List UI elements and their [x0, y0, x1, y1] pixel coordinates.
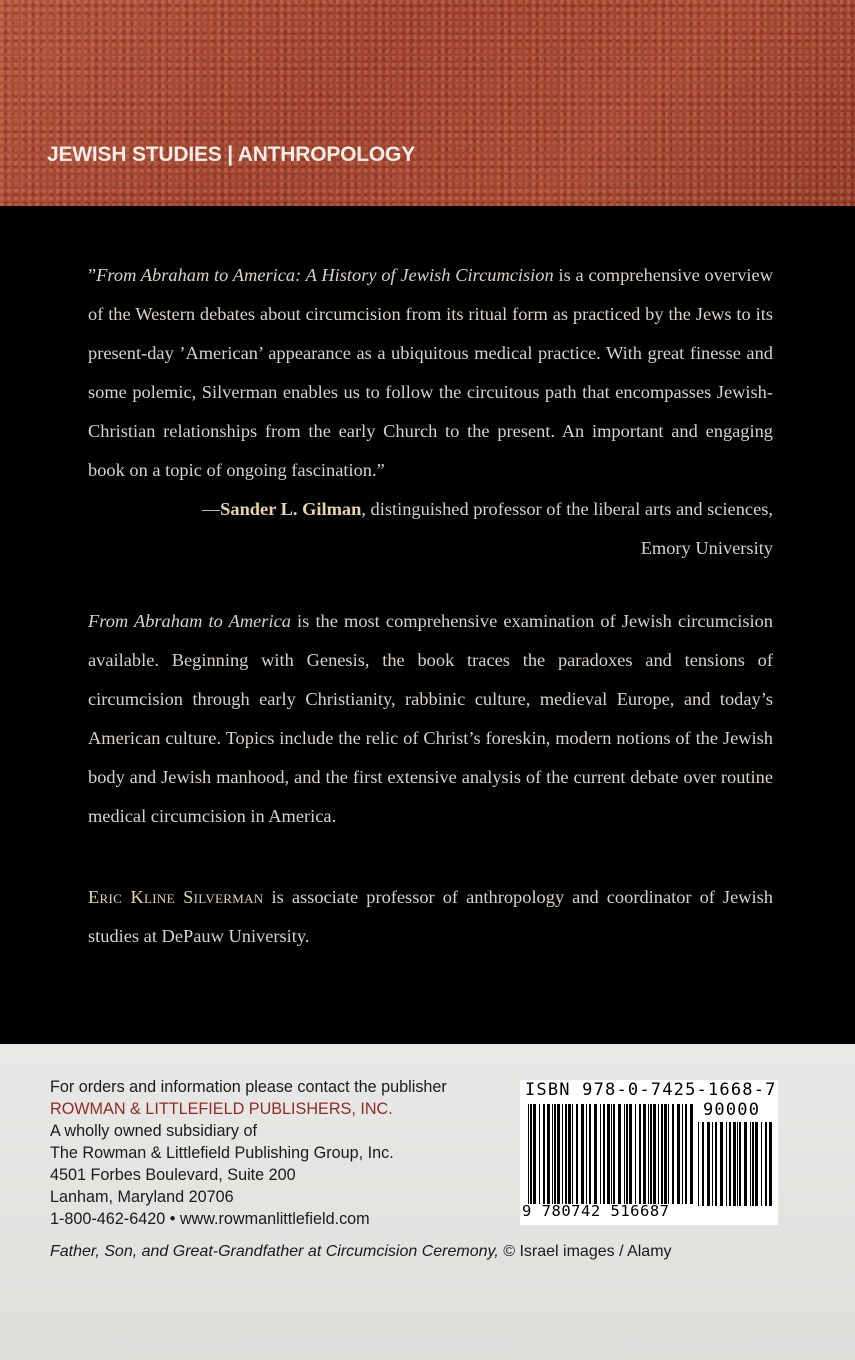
barcode-addon-bars: [698, 1122, 772, 1206]
barcode-bar: [648, 1104, 649, 1204]
barcode-bar: [744, 1122, 747, 1206]
endorser-institution: Emory University: [640, 538, 773, 558]
contact-phone-web: 1-800-462-6420 • www.rowmanlittlefield.com: [50, 1210, 370, 1228]
isbn-barcode: [520, 1080, 778, 1225]
barcode-bar: [539, 1104, 540, 1204]
barcode-bar: [707, 1122, 710, 1206]
barcode-bar: [554, 1104, 556, 1204]
contact-city: Lanham, Maryland 20706: [50, 1188, 234, 1206]
barcode-bar: [586, 1104, 587, 1204]
barcode-bar: [682, 1104, 683, 1204]
barcode-bar: [552, 1104, 553, 1204]
barcode-bar: [668, 1104, 669, 1204]
barcode-bar: [576, 1104, 578, 1204]
barcode-bar: [653, 1104, 656, 1204]
barcode-bars: [528, 1104, 693, 1204]
barcode-bar: [752, 1122, 754, 1206]
quote-body: is a comprehensive overview of the Western debates about circumcision from its ritual form as practiced by the Jews to its present-day ’American’ appearance as a ubiquitous medical practice. With great finesse and some polemic, Silverman enables us to follow the circuitous path that encompasses Jewish-Christian relationships from the early Church to the present. An important and engaging book on a topic of ongoing fascination.”: [88, 265, 773, 480]
barcode-bar: [603, 1104, 605, 1204]
barcode-bar: [618, 1104, 621, 1204]
quote-book-title: From Abraham to America: A History of Jewish Circumcision: [96, 265, 554, 285]
credit-text: © Israel images / Alamy: [498, 1243, 672, 1260]
barcode-bar: [568, 1104, 571, 1204]
price-code: 90000: [703, 1100, 761, 1120]
barcode-bar: [629, 1104, 632, 1204]
barcode-bar: [733, 1122, 736, 1206]
barcode-bar: [557, 1104, 560, 1204]
barcode-bar: [661, 1104, 663, 1204]
publisher-contact: [50, 1076, 447, 1230]
barcode-bar: [613, 1104, 615, 1204]
barcode-bar: [650, 1104, 652, 1204]
barcode-bar: [765, 1122, 767, 1206]
endorser-name: Sander L. Gilman: [220, 499, 362, 519]
barcode-bar: [690, 1104, 693, 1204]
barcode-bar: [528, 1104, 529, 1204]
description-book-title: From Abraham to America: [88, 611, 291, 631]
barcode-bar: [639, 1104, 641, 1204]
contact-intro: For orders and information please contact the publisher: [50, 1078, 447, 1096]
credit-title: Father, Son, and Great-Grandfather at Circumcision Ceremony,: [50, 1243, 499, 1260]
barcode-bar: [572, 1104, 573, 1204]
publisher-name: ROWMAN & LITTLEFIELD PUBLISHERS, INC.: [50, 1100, 393, 1118]
barcode-bar: [712, 1122, 713, 1206]
barcode-bar: [685, 1104, 687, 1204]
contact-address: 4501 Forbes Boulevard, Suite 200: [50, 1166, 296, 1184]
author-name: Eric Kline Silverman: [88, 887, 264, 907]
barcode-bar: [626, 1104, 628, 1204]
contact-subsidiary: A wholly owned subsidiary of: [50, 1122, 257, 1140]
cover-texture-band: [0, 0, 855, 206]
endorser-role: , distinguished professor of the liberal arts and sciences,: [361, 499, 773, 519]
barcode-bar: [755, 1122, 758, 1206]
barcode-bar: [702, 1122, 704, 1206]
isbn-label: ISBN 978-0-7425-1668-7: [525, 1080, 777, 1100]
barcode-bar: [581, 1104, 584, 1204]
barcode-bar: [729, 1122, 731, 1206]
barcode-bar: [543, 1104, 545, 1204]
barcode-bar: [769, 1122, 772, 1206]
barcode-bar: [658, 1104, 659, 1204]
author-bio: [88, 878, 773, 956]
quote-open-mark: ”: [88, 265, 97, 285]
barcode-bar: [547, 1104, 550, 1204]
barcode-bar: [611, 1104, 612, 1204]
barcode-bar: [664, 1104, 667, 1204]
endorsement-attribution: —Sander L. Gilman, distinguished professor of the liberal arts and sciences, Emory University: [201, 499, 773, 558]
barcode-bar: [533, 1104, 536, 1204]
barcode-bar: [737, 1122, 738, 1206]
barcode-bar: [698, 1122, 699, 1206]
description-body: is the most comprehensive examination of Jewish circumcision available. Beginning with Genesis, the book traces the paradoxes and tensions of circumcision through early Christianity, rabbinic culture, medieval Europe, and today’s American culture. Topics include the relic of Christ’s foreskin, modern notions of the Jewish body and Jewish manhood, and the first extensive analysis of the current debate over routine medical circumcision in America.: [88, 611, 773, 826]
barcode-bar: [607, 1104, 610, 1204]
category-label: JEWISH STUDIES | ANTHROPOLOGY: [47, 143, 415, 166]
author-bio-text: is associate professor of anthropology and coordinator of Jewish studies at DePauw University.: [88, 887, 773, 946]
barcode-bar: [739, 1122, 741, 1206]
barcode-bar: [677, 1104, 680, 1204]
barcode-bar: [589, 1104, 591, 1204]
barcode-bar: [600, 1104, 601, 1204]
endorsement-quote: [88, 256, 773, 490]
barcode-bar: [565, 1104, 567, 1204]
barcode-bar: [594, 1104, 597, 1204]
barcode-digits: 9 780742 516687: [522, 1202, 670, 1220]
cover-photo-credit: [50, 1243, 672, 1261]
book-description: [88, 602, 773, 836]
contact-group: The Rowman & Littlefield Publishing Group, Inc.: [50, 1144, 394, 1162]
barcode-bar: [750, 1122, 751, 1206]
barcode-bar: [562, 1104, 563, 1204]
barcode-bar: [635, 1104, 636, 1204]
barcode-bar: [720, 1122, 723, 1206]
barcode-bar: [530, 1104, 532, 1204]
barcode-bar: [726, 1122, 727, 1206]
barcode-bar: [761, 1122, 762, 1206]
barcode-bar: [624, 1104, 625, 1204]
barcode-bar: [715, 1122, 717, 1206]
barcode-bar: [643, 1104, 646, 1204]
barcode-bar: [672, 1104, 674, 1204]
